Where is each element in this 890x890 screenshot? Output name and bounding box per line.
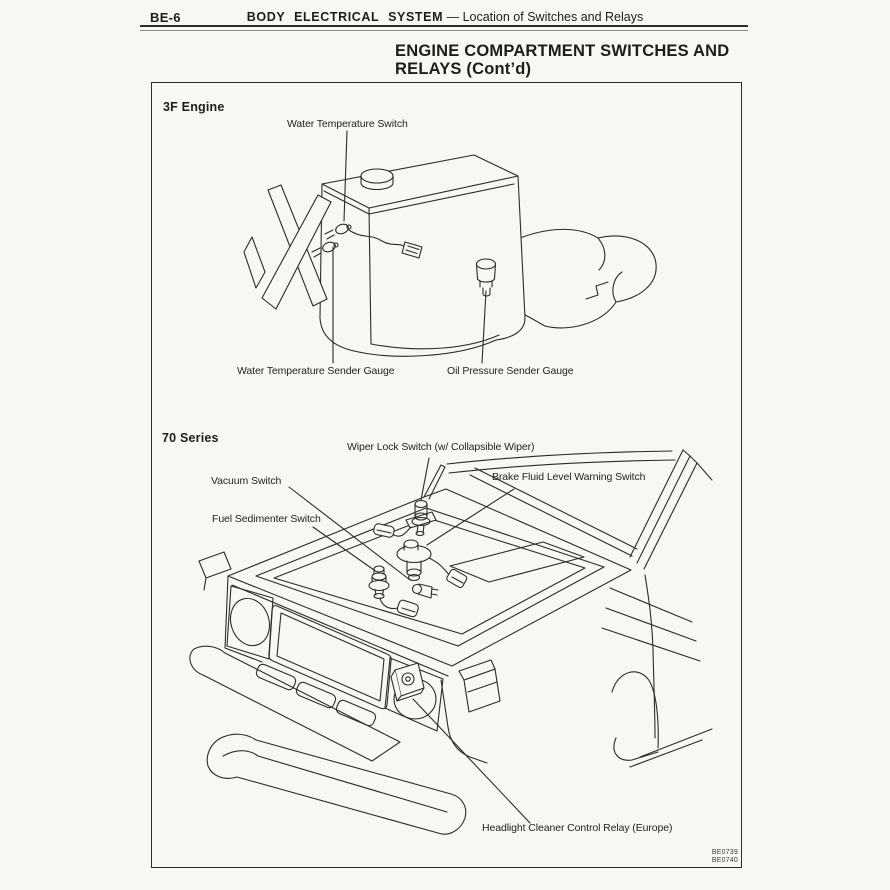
- headlight-cleaner-relay-part: [391, 663, 424, 701]
- wiper-lock-switch-part: [373, 465, 445, 538]
- label-vacuum-switch: Vacuum Switch: [211, 475, 282, 487]
- turn-signal-lamp: [459, 660, 500, 712]
- series70-drawing: [190, 450, 712, 834]
- fuel-sedimenter-switch-part: [369, 566, 419, 618]
- front-bumper: [207, 734, 466, 834]
- oil-filler-cap: [361, 169, 393, 190]
- page-code: BE-6: [150, 10, 181, 25]
- figure-codes: [660, 849, 738, 864]
- label-fuel-sedimenter-switch: Fuel Sedimenter Switch: [212, 513, 321, 525]
- label-water-temp-sender: Water Temperature Sender Gauge: [237, 365, 395, 377]
- section-title-line2: RELAYS (Cont’d): [395, 60, 532, 78]
- engine-3f-drawing: [244, 131, 656, 363]
- header-title-bold: BODY ELECTRICAL SYSTEM: [246, 10, 444, 24]
- round-headlight: [225, 593, 276, 650]
- label-brake-fluid-switch: Brake Fluid Level Warning Switch: [492, 471, 646, 483]
- body-side: [602, 575, 712, 767]
- engine-block: [320, 155, 525, 356]
- diagram1-title: 3F Engine: [163, 100, 225, 114]
- label-oil-pressure-sender: Oil Pressure Sender Gauge: [447, 365, 574, 377]
- figure-code-1: BE0739: [711, 849, 738, 856]
- label-wiper-lock-switch: Wiper Lock Switch (w/ Collapsible Wiper): [347, 441, 535, 453]
- figure-code-2: BE0740: [711, 856, 738, 864]
- label-water-temp-switch: Water Temperature Switch: [287, 118, 408, 130]
- label-headlight-cleaner-relay: Headlight Cleaner Control Relay (Europe): [482, 822, 673, 834]
- diagram2-title: 70 Series: [162, 431, 219, 445]
- fan-blades: [244, 185, 331, 309]
- header-title-rest: — Location of Switches and Relays: [443, 10, 644, 24]
- section-title-line1: ENGINE COMPARTMENT SWITCHES AND: [395, 42, 730, 60]
- vacuum-switch-part: [413, 584, 439, 598]
